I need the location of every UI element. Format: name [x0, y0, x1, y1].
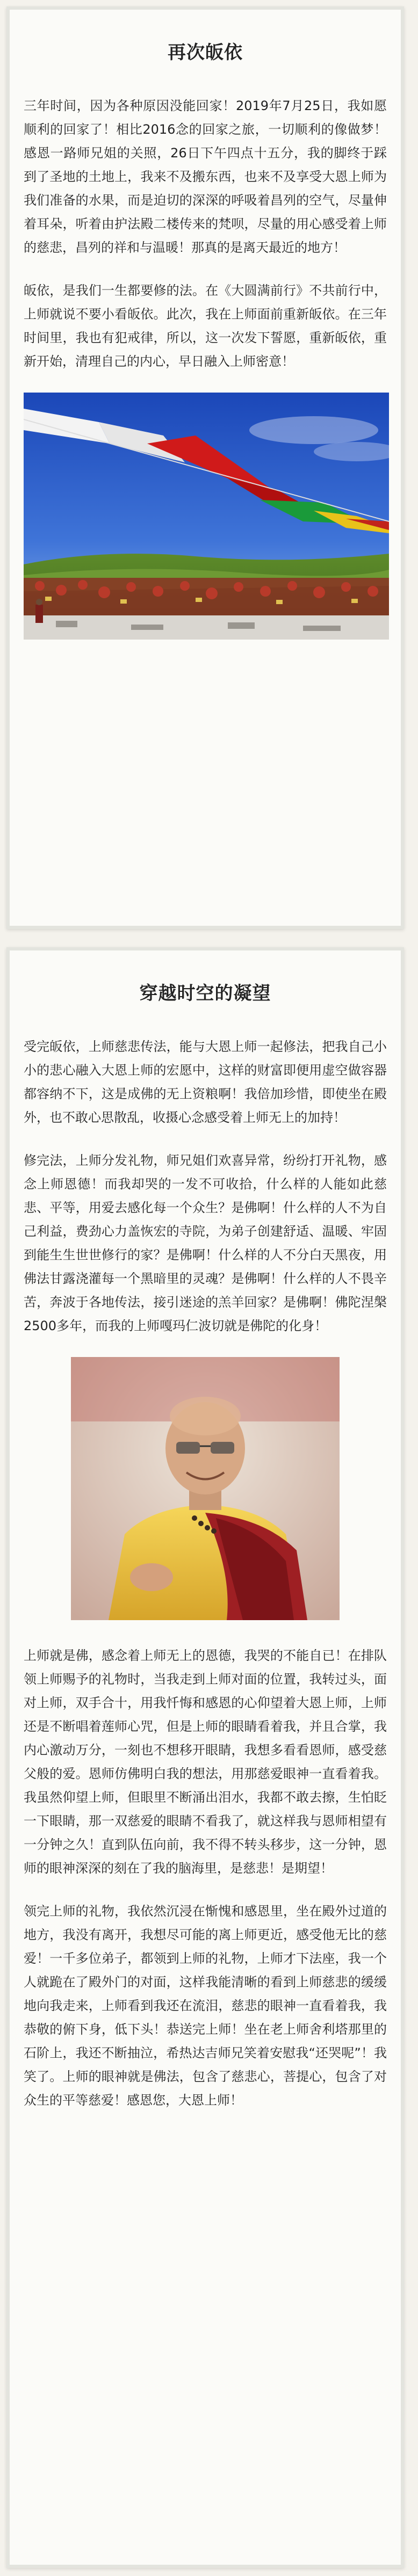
- paragraph: 皈依，是我们一生都要修的法。在《大圆满前行》不共前行中，上师就说不要小看皈依。此次，我在上师面前重新皈依。在三年时间里，我也有犯戒律，所以，这一次发下誓愿，重新皈依，重新开始，清理自己的内心，早日融入上师密意！: [24, 283, 387, 369]
- section-card-1: [6, 6, 404, 929]
- section-title: 再次皈依: [168, 42, 243, 63]
- prayer-flags-photo: [24, 393, 389, 640]
- paragraph: 领完上师的礼物，我依然沉浸在惭愧和感恩里，坐在殿外过道的地方，我没有离开，我想尽可能的离上师更近，感受他无比的慈爱！一千多位弟子，都领到上师的礼物，上师才下法座，我一个人就跪在了殿外门的对面，这样我能清晰的看到上师慈悲的缓缓地向我走来，上师看到我还在流泪，慈悲的眼神一直看着我，我恭敬的俯下身，低下头！恭送完上师！坐在老上师舍利塔那里的石阶上，我还不断抽泣，希热达吉师兄笑着安慰我“还哭呢”！我笑了。上师的眼神就是佛法，包含了慈悲心，菩提心，包含了对众生的平等慈爱！感恩您，大恩上师！: [24, 1904, 387, 2108]
- paragraph: 上师就是佛，感念着上师无上的恩德，我哭的不能自已！在排队领上师赐予的礼物时，当我走到上师对面的位置，我转过头，面对上师，双手合十，用我忏悔和感恩的心仰望着大恩上师，上师还是不断唱着莲师心咒，但是上师的眼睛看着我，并且合掌，我内心激动万分，一刻也不想移开眼睛，我想多看看恩师，感受慈父般的爱。恩师仿佛明白我的想法，用那慈爱眼神一直看着我。我虽然仰望上师，但眼里不断涌出泪水，我都不敢去擦，生怕眨一下眼睛，那一双慈爱的眼睛不看我了，就这样我与恩师相望有一分钟之久！直到队伍向前，我不得不转头移步，这一分钟，恩师的眼神深深的刻在了我的脑海里，是慈悲！是期望！: [24, 1648, 387, 1876]
- paragraph: 受完皈依，上师慈悲传法，能与大恩上师一起修法，把我自己小小的悲心融入大恩上师的宏愿中，这样的财富即便用虚空做容器都容纳不下，这是成佛的无上资粮啊！我倍加珍惜，即使坐在殿外，也不敢心思散乱，收摄心念感受着上师无上的加持！: [24, 1039, 387, 1125]
- paragraph: 修完法，上师分发礼物，师兄姐们欢喜异常，纷纷打开礼物，感念上师恩德！而我却哭的一发不可收拾，什么样的人能如此慈悲、平等，用爱去感化每一个众生？是佛啊！什么样的人不为自己利益，费劲心力盖恢宏的寺院，为弟子创建舒适、温暖、牢固到能生生世世修行的家？是佛啊！什么样的人不分白天黑夜，用佛法甘露浇灌每一个黑暗里的灵魂？是佛啊！什么样的人不畏辛苦，奔波于各地传法，接引迷途的羔羊回家？是佛啊！佛陀涅槃2500多年，而我的上师嘎玛仁波切就是佛陀的化身！: [24, 1153, 387, 1333]
- section-card-2: [6, 947, 404, 2568]
- paragraph: 三年时间，因为各种原因没能回家！2019年7月25日，我如愿顺利的回家了！相比2016念的回家之旅，一切顺利的像做梦！感恩一路师兄姐的关照，26日下午四点十五分，我的脚终于踩到了圣地的土地上，我来不及搬东西，也来不及享受大恩上师为我们准备的水果，而是迫切的深深的呼吸着昌列的空气，尽量伸着耳朵，听着由护法殿二楼传来的梵呗，尽量的用心感受着上师的慈悲，昌列的祥和与温暖！那真的是离天最近的地方！: [24, 98, 387, 255]
- section-title: 穿越时空的凝望: [139, 983, 271, 1004]
- lama-portrait-photo: [71, 1357, 340, 1620]
